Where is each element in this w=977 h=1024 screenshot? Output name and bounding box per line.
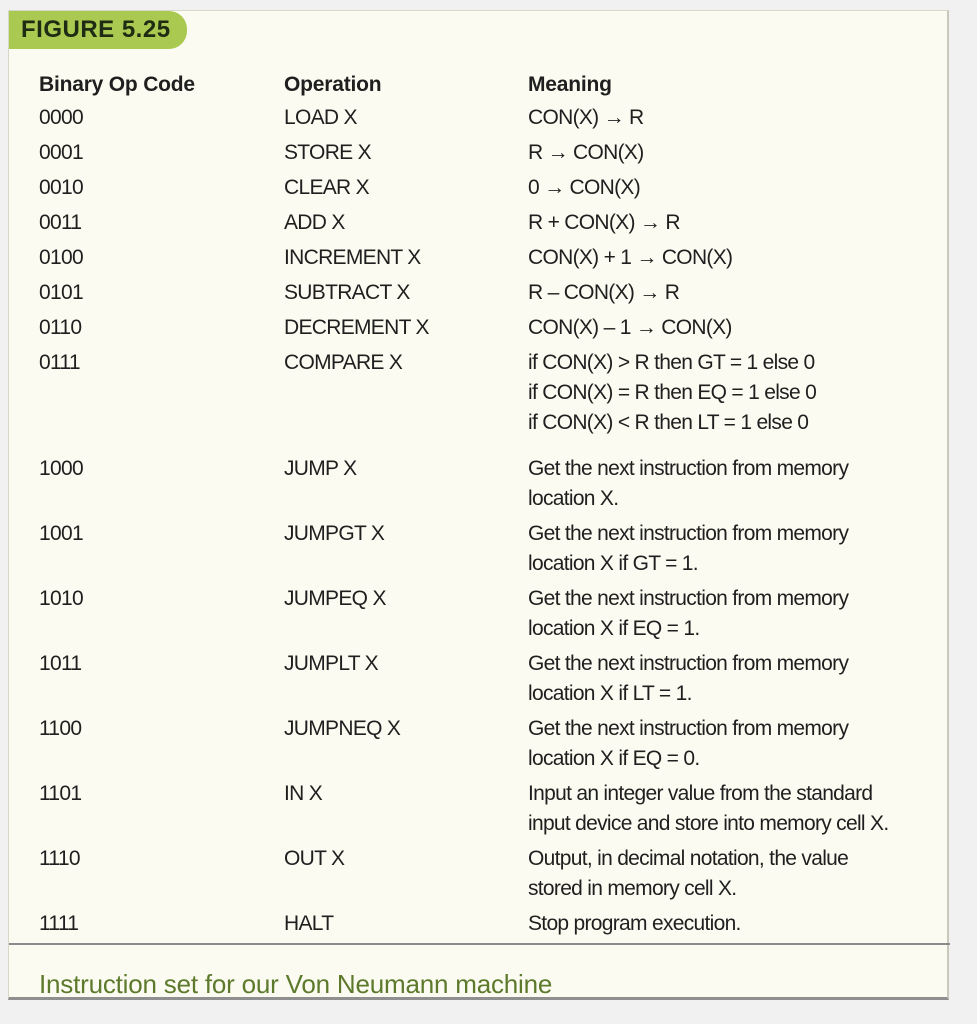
meaning-line: if CON(X) = R then EQ = 1 else 0 [528, 381, 817, 404]
op-code-cell: 0011 [39, 211, 82, 234]
meaning-cell [528, 278, 944, 308]
op-code-cell: 1111 [39, 912, 79, 935]
meaning-line: CON(X) → R [528, 106, 644, 129]
operation-cell: COMPARE X [284, 351, 403, 374]
meaning-line: Get the next instruction from memory [528, 652, 849, 675]
table-row [39, 171, 944, 206]
meaning-line: CON(X) + 1 → CON(X) [528, 246, 733, 269]
op-code-cell: 0010 [39, 176, 83, 199]
table-row [39, 136, 944, 171]
operation-cell: DECREMENT X [284, 316, 429, 339]
table-row [39, 452, 944, 517]
op-code-cell: 1110 [39, 847, 80, 870]
operation-cell: JUMP X [284, 457, 357, 480]
op-code-cell: 1100 [39, 717, 82, 740]
meaning-line: Output, in decimal notation, the value [528, 847, 849, 870]
op-code-cell: 0111 [39, 351, 80, 374]
table-row [39, 311, 944, 346]
meaning-cell [528, 649, 944, 709]
figure-label: FIGURE 5.25 [9, 11, 187, 49]
table-header-row [39, 65, 944, 101]
meaning-line: 0 → CON(X) [528, 176, 641, 199]
meaning-cell [528, 454, 944, 514]
meaning-line: location X if GT = 1. [528, 552, 698, 575]
meaning-line: Get the next instruction from memory [528, 457, 849, 480]
meaning-line: input device and store into memory cell X. [528, 812, 889, 835]
table-row [39, 101, 944, 136]
meaning-line: Input an integer value from the standard [528, 782, 873, 805]
table-row [39, 777, 944, 842]
operation-cell: CLEAR X [284, 176, 369, 199]
figure-card [8, 10, 949, 1000]
table-row [39, 206, 944, 241]
meaning-cell [528, 173, 944, 203]
op-code-cell: 1001 [39, 522, 83, 545]
operation-cell: JUMPNEQ X [284, 717, 401, 740]
table-row [39, 907, 944, 942]
operation-cell: LOAD X [284, 106, 357, 129]
op-code-cell: 1010 [39, 587, 83, 610]
meaning-cell [528, 243, 944, 273]
table-row [39, 346, 944, 452]
meaning-line: Get the next instruction from memory [528, 587, 849, 610]
header-meaning: Meaning [528, 73, 612, 96]
meaning-cell [528, 844, 944, 904]
table-row [39, 241, 944, 276]
header-binary-op-code: Binary Op Code [39, 73, 195, 96]
meaning-line: R + CON(X) → R [528, 211, 680, 234]
operation-cell: JUMPGT X [284, 522, 385, 545]
operation-cell: HALT [284, 912, 334, 935]
meaning-cell [528, 779, 944, 839]
operation-cell: SUBTRACT X [284, 281, 410, 304]
meaning-line: stored in memory cell X. [528, 877, 737, 900]
meaning-line: Stop program execution. [528, 912, 741, 935]
op-code-cell: 1101 [39, 782, 82, 805]
op-code-cell: 1000 [39, 457, 83, 480]
instruction-table [39, 65, 944, 942]
meaning-line: R → CON(X) [528, 141, 644, 164]
table-row [39, 582, 944, 647]
caption-divider [9, 943, 950, 945]
meaning-line: if CON(X) < R then LT = 1 else 0 [528, 411, 809, 434]
table-row [39, 712, 944, 777]
table-row [39, 517, 944, 582]
op-code-cell: 0000 [39, 106, 83, 129]
header-operation: Operation [284, 73, 382, 96]
meaning-line: Get the next instruction from memory [528, 717, 849, 740]
meaning-line: Get the next instruction from memory [528, 522, 849, 545]
operation-cell: JUMPEQ X [284, 587, 386, 610]
meaning-cell [528, 714, 944, 774]
table-row [39, 276, 944, 311]
meaning-cell [528, 103, 944, 133]
meaning-line: CON(X) – 1 → CON(X) [528, 316, 732, 339]
operation-cell: INCREMENT X [284, 246, 421, 269]
meaning-line: R – CON(X) → R [528, 281, 680, 304]
meaning-line: location X if EQ = 0. [528, 747, 700, 770]
meaning-cell [528, 313, 944, 343]
operation-cell: OUT X [284, 847, 345, 870]
op-code-cell: 1011 [39, 652, 82, 675]
meaning-line: location X if EQ = 1. [528, 617, 700, 640]
op-code-cell: 0100 [39, 246, 83, 269]
operation-cell: ADD X [284, 211, 345, 234]
meaning-cell [528, 909, 944, 939]
figure-caption: Instruction set for our Von Neumann machine [39, 969, 553, 999]
meaning-line: location X. [528, 487, 619, 510]
meaning-cell [528, 208, 944, 238]
meaning-cell [528, 348, 944, 438]
operation-cell: JUMPLT X [284, 652, 378, 675]
meaning-line: location X if LT = 1. [528, 682, 692, 705]
meaning-cell [528, 138, 944, 168]
table-row [39, 842, 944, 907]
operation-cell: IN X [284, 782, 323, 805]
table-body [39, 101, 944, 942]
meaning-line: if CON(X) > R then GT = 1 else 0 [528, 351, 815, 374]
table-row [39, 647, 944, 712]
meaning-cell [528, 519, 944, 579]
meaning-cell [528, 584, 944, 644]
op-code-cell: 0101 [39, 281, 83, 304]
operation-cell: STORE X [284, 141, 371, 164]
op-code-cell: 0110 [39, 316, 82, 339]
op-code-cell: 0001 [39, 141, 83, 164]
